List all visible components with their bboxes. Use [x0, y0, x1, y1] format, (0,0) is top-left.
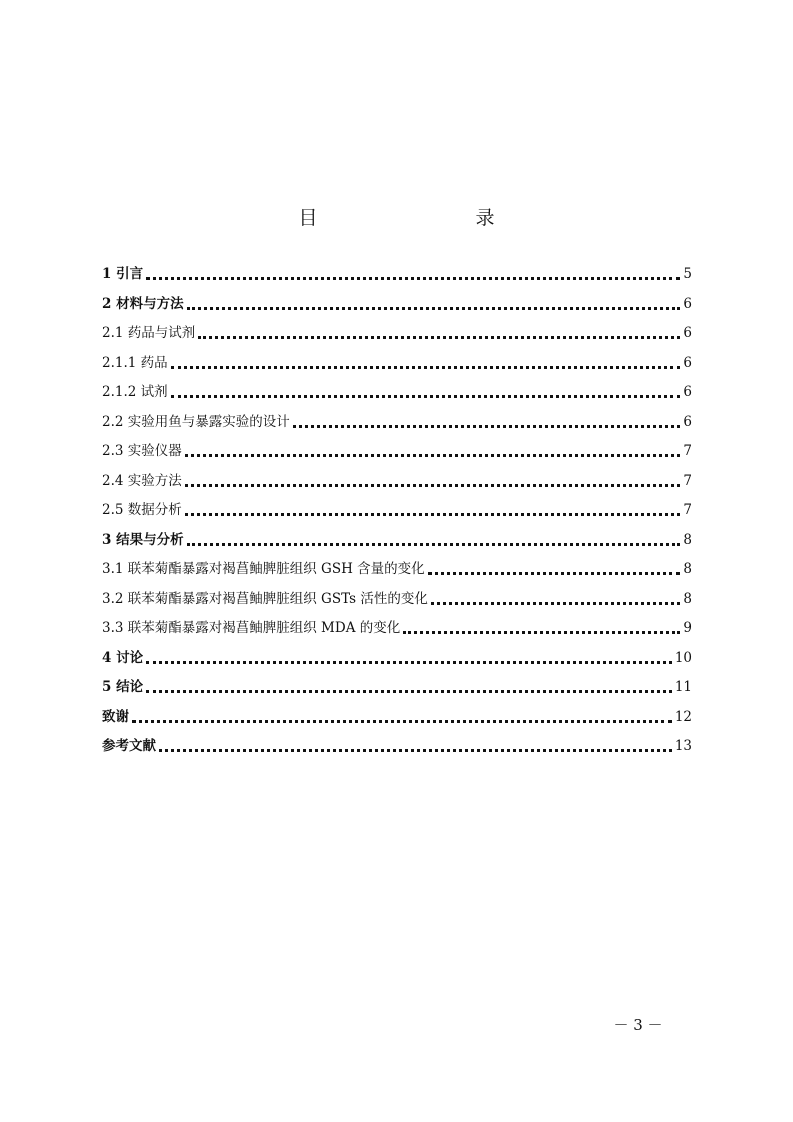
- dot-leader: [171, 395, 681, 398]
- toc-entry-page: 13: [674, 738, 692, 754]
- table-of-contents: [102, 262, 692, 764]
- toc-entry-label: 参考文献: [102, 738, 156, 754]
- toc-entry-page: 6: [683, 413, 692, 430]
- toc-entry[interactable]: [102, 380, 692, 410]
- toc-entry-label: 4 讨论: [102, 649, 144, 666]
- dot-leader: [403, 631, 680, 634]
- toc-entry[interactable]: [102, 410, 692, 440]
- dot-leader: [185, 454, 681, 457]
- page-number: － 3 －: [613, 1016, 663, 1034]
- toc-entry[interactable]: [102, 439, 692, 469]
- toc-entry[interactable]: [102, 321, 692, 351]
- toc-entry[interactable]: [102, 705, 692, 735]
- toc-entry-page: 8: [683, 561, 692, 577]
- toc-entry-page: 7: [683, 443, 692, 459]
- dot-leader: [146, 661, 672, 664]
- toc-entry-page: 8: [683, 531, 692, 548]
- toc-entry-page: 6: [683, 384, 692, 400]
- dot-leader: [198, 336, 680, 339]
- toc-entry-label: 2.2 实验用鱼与暴露实验的设计: [102, 413, 290, 430]
- dot-leader: [187, 543, 681, 546]
- toc-entry-page: 6: [683, 325, 692, 341]
- toc-entry-page: 11: [674, 679, 692, 695]
- toc-entry-page: 12: [674, 708, 692, 725]
- toc-entry-page: 6: [683, 295, 692, 312]
- toc-entry-page: 7: [683, 502, 692, 518]
- toc-entry-label: 2.4 实验方法: [102, 472, 182, 489]
- toc-entry-label: 2.1 药品与试剂: [102, 325, 196, 341]
- toc-entry[interactable]: [102, 498, 692, 528]
- toc-entry-label: 致谢: [102, 708, 129, 725]
- toc-entry-page: 6: [683, 354, 692, 371]
- dot-leader: [428, 572, 681, 575]
- toc-entry-page: 10: [674, 649, 692, 666]
- page-title: 目 录: [298, 207, 535, 229]
- toc-entry-label: 5 结论: [102, 679, 144, 695]
- toc-entry[interactable]: [102, 262, 692, 292]
- toc-entry-label: 1 引言: [102, 266, 144, 282]
- toc-entry[interactable]: [102, 528, 692, 558]
- toc-entry-label: 2 材料与方法: [102, 295, 184, 312]
- toc-entry[interactable]: [102, 616, 692, 646]
- toc-entry-label: 2.5 数据分析: [102, 502, 182, 518]
- toc-entry-label: 2.3 实验仪器: [102, 443, 182, 459]
- dot-leader: [187, 307, 681, 310]
- toc-entry-page: 9: [683, 620, 692, 636]
- dot-leader: [146, 690, 672, 693]
- toc-entry[interactable]: [102, 675, 692, 705]
- toc-entry-label: 3 结果与分析: [102, 531, 184, 548]
- toc-entry-label: 3.2 联苯菊酯暴露对褐菖鲉脾脏组织 GSTs 活性的变化: [102, 590, 428, 607]
- toc-entry[interactable]: [102, 557, 692, 587]
- dot-leader: [146, 277, 680, 280]
- toc-entry[interactable]: [102, 646, 692, 676]
- toc-entry-label: 2.1.2 试剂: [102, 384, 168, 400]
- dot-leader: [185, 513, 681, 516]
- toc-entry-page: 7: [683, 472, 692, 489]
- dot-leader: [185, 484, 681, 487]
- dot-leader: [159, 749, 672, 752]
- dot-leader: [132, 720, 672, 723]
- toc-entry-page: 5: [683, 266, 692, 282]
- toc-entry-page: 8: [683, 590, 692, 607]
- toc-entry[interactable]: [102, 469, 692, 499]
- toc-entry[interactable]: [102, 351, 692, 381]
- toc-entry[interactable]: [102, 734, 692, 764]
- dot-leader: [431, 602, 681, 605]
- toc-entry[interactable]: [102, 587, 692, 617]
- dot-leader: [293, 425, 681, 428]
- toc-entry-label: 3.1 联苯菊酯暴露对褐菖鲉脾脏组织 GSH 含量的变化: [102, 561, 425, 577]
- toc-entry[interactable]: [102, 292, 692, 322]
- toc-entry-label: 3.3 联苯菊酯暴露对褐菖鲉脾脏组织 MDA 的变化: [102, 620, 401, 636]
- dot-leader: [171, 366, 681, 369]
- toc-entry-label: 2.1.1 药品: [102, 354, 168, 371]
